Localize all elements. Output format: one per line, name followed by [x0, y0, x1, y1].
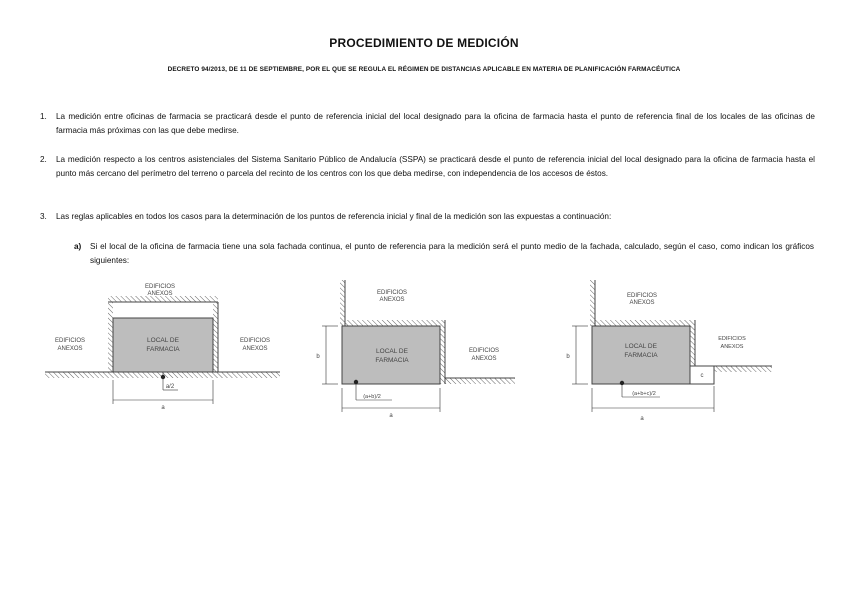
list-item-text: La medición entre oficinas de farmacia se practicará desde el punto de referencia inicial del local designado para la oficina de farmacia hasta el punto de referencia final de los locales de las oficinas de farmacia más próximas con las que debe medirse. [56, 112, 815, 135]
list-item-text: La medición respecto a los centros asistenciales del Sistema Sanitario Público de Andalucía (SSPA) se practicará desde el punto de referencia inicial del local designado para la oficina de farmacia hasta el punto más cercano del perímetro del terreno o parcela del recinto de los centros con los que deba medirse, con independencia de los accesos de éstos. [56, 155, 815, 178]
page-subtitle: DECRETO 94/2013, DE 11 DE SEPTIEMBRE, POR EL QUE SE REGULA EL RÉGIMEN DE DISTANCIAS APLICABLE EN MATERIA DE PLANIFICACIÓN FARMACÉUTICA [167, 66, 681, 73]
left-wall-hatch [340, 280, 345, 326]
street-hatch [714, 366, 772, 372]
right-wall-hatch [213, 302, 218, 372]
right-wall-hatch [690, 326, 695, 366]
top-label-2: ANEXOS [147, 291, 173, 297]
figure-irregular-facade [560, 280, 780, 425]
left-wall-hatch [108, 302, 113, 372]
dimension-label-a: a [389, 413, 393, 419]
right-label-1: EDIFICIOS [468, 348, 500, 354]
sub-item-number: a) [74, 242, 82, 251]
top-label-1: EDIFICIOS [144, 284, 176, 290]
reference-point [354, 380, 358, 384]
right-label-2: ANEXOS [242, 346, 268, 352]
center-label-2: FARMACIA [375, 357, 409, 364]
dimension-label-b: b [566, 354, 570, 360]
reference-point [620, 381, 624, 385]
sub-item-text: Si el local de la oficina de farmacia tiene una sola fachada continua, el punto de referencia para la medición será el punto medio de la fachada, calculado, según el caso, como indican los gráficos siguientes: [90, 242, 814, 265]
list-item-text: Las reglas aplicables en todos los casos para la determinación de los puntos de referencia inicial y final de la medición son las expuestas a continuación: [56, 212, 612, 221]
list-item-number: 3. [40, 212, 47, 221]
list-item-3 [40, 210, 815, 224]
figure-corner-facade [312, 280, 532, 420]
right-wall-hatch [440, 326, 445, 384]
right-label-1: EDIFICIOS [239, 338, 271, 344]
left-label-2: ANEXOS [57, 346, 83, 352]
half-label: (a+b)/2 [363, 394, 381, 400]
right-label-1: EDIFICIOS [718, 336, 746, 342]
center-label-1: LOCAL DE [376, 348, 408, 355]
sub-item-a [74, 240, 814, 268]
list-item-1 [40, 110, 815, 138]
top-label-2: ANEXOS [379, 297, 405, 303]
top-label-1: EDIFICIOS [626, 293, 658, 299]
dimension-label-a: a [640, 416, 644, 422]
dimension-label-b: b [316, 354, 320, 360]
figure-single-facade [40, 280, 290, 420]
right-label-2: ANEXOS [471, 356, 497, 362]
dimension-label: a [161, 405, 165, 411]
top-label-1: EDIFICIOS [376, 290, 408, 296]
center-label-1: LOCAL DE [147, 337, 179, 344]
top-hatch [345, 320, 445, 326]
right-label-2: ANEXOS [720, 344, 744, 350]
street-hatch [445, 378, 515, 384]
pharmacy-block [342, 326, 440, 384]
pharmacy-block [113, 318, 213, 372]
dimension-label-c: c [700, 373, 704, 379]
half-label: a/2 [165, 384, 175, 390]
left-wall-hatch [590, 280, 595, 326]
list-item-2 [40, 153, 815, 181]
center-label-1: LOCAL DE [625, 343, 657, 350]
page-title: PROCEDIMIENTO DE MEDICIÓN [329, 36, 519, 50]
half-label: (a+b+c)/2 [632, 391, 656, 397]
list-item-number: 1. [40, 112, 47, 121]
center-label-2: FARMACIA [624, 352, 658, 359]
list-item-number: 2. [40, 155, 47, 164]
center-label-2: FARMACIA [146, 346, 180, 353]
top-hatch [595, 320, 695, 326]
top-label-2: ANEXOS [629, 300, 655, 306]
left-label-1: EDIFICIOS [54, 338, 86, 344]
